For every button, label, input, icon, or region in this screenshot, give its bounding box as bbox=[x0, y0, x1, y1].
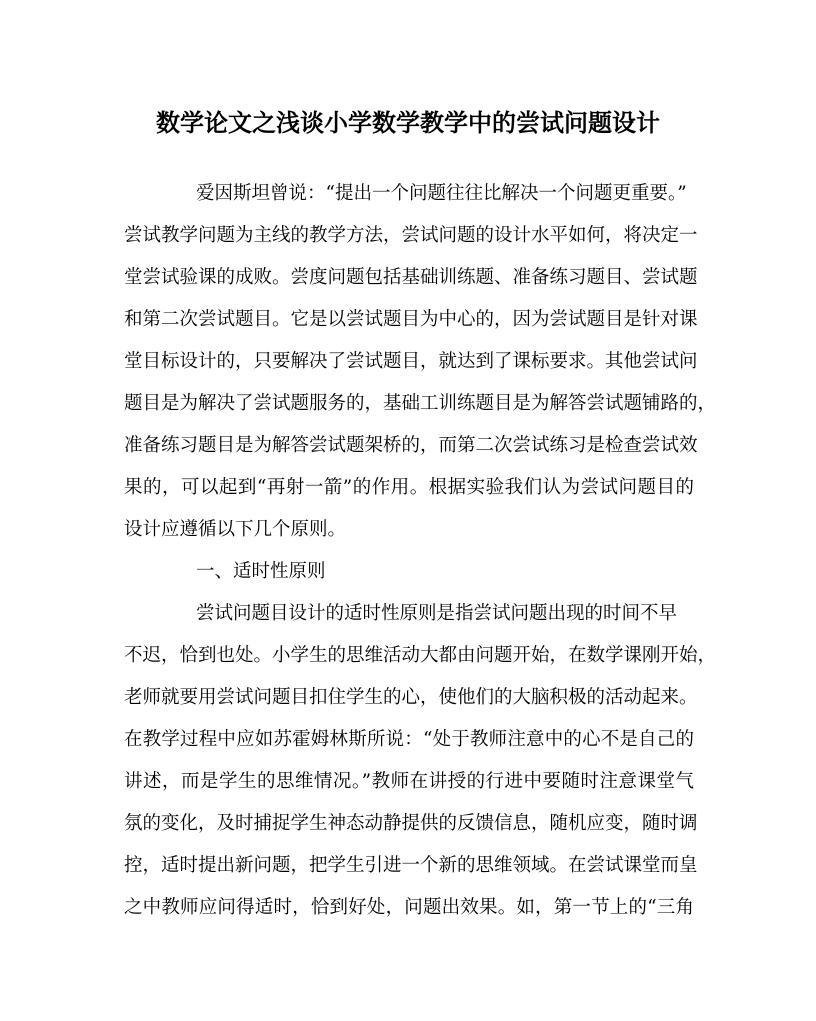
paragraph-1-line-6: 题目是为解决了尝试题服务的，基础工训练题目是为解答尝试题铺路的， bbox=[124, 393, 717, 414]
paragraph-2-line-6: 氛的变化，及时捕捉学生神态动静提供的反馈信息，随机应变，随时调 bbox=[124, 813, 698, 834]
section-heading: 一、适时性原则 bbox=[196, 561, 326, 582]
paragraph-1-line-2: 尝试教学问题为主线的教学方法，尝试问题的设计水平如何，将决定一 bbox=[124, 225, 698, 246]
paragraph-1-line-3: 堂尝试验课的成败。尝度问题包括基础训练题、准备练习题目、尝试题 bbox=[124, 267, 698, 288]
paragraph-1-line-1: 爱因斯坦曾说：“提出一个问题往往比解决一个问题更重要。” bbox=[196, 183, 687, 204]
paragraph-1-line-9: 设计应遵循以下几个原则。 bbox=[124, 519, 347, 540]
paragraph-2-line-3: 老师就要用尝试问题目扣住学生的心，使他们的大脑积极的活动起来。 bbox=[124, 687, 698, 708]
paragraph-2-line-8: 之中教师应问得适时，恰到好处，问题出效果。如，第一节上的“三角 bbox=[124, 897, 694, 918]
paragraph-2-line-2: 不迟，恰到也处。小学生的思维活动大都由问题开始，在数学课刚开始， bbox=[124, 645, 717, 666]
paragraph-1-line-8: 果的，可以起到“再射一箭”的作用。根据实验我们认为尝试问题目的 bbox=[124, 477, 694, 498]
document-title: 数学论文之浅谈小学数学教学中的尝试问题设计 bbox=[156, 108, 660, 137]
paragraph-2-line-5: 讲述，而是学生的思维情况。”教师在讲授的行进中要随时注意课堂气 bbox=[124, 771, 694, 792]
paragraph-1-line-7: 准备练习题目是为解答尝试题架桥的，而第二次尝试练习是检查尝试效 bbox=[124, 435, 698, 456]
paragraph-2-line-7: 控，适时提出新问题，把学生引进一个新的思维领域。在尝试课堂而皇 bbox=[124, 855, 698, 876]
paragraph-2-line-4: 在教学过程中应如苏霍姆林斯所说：“处于教师注意中的心不是自己的 bbox=[124, 729, 694, 750]
paragraph-2-line-1: 尝试问题目设计的适时性原则是指尝试问题出现的时间不早 bbox=[196, 603, 678, 624]
paragraph-1-line-5: 堂目标设计的，只要解决了尝试题目，就达到了课标要求。其他尝试问 bbox=[124, 351, 698, 372]
paragraph-1-line-4: 和第二次尝试题目。它是以尝试题目为中心的，因为尝试题目是针对课 bbox=[124, 309, 698, 330]
